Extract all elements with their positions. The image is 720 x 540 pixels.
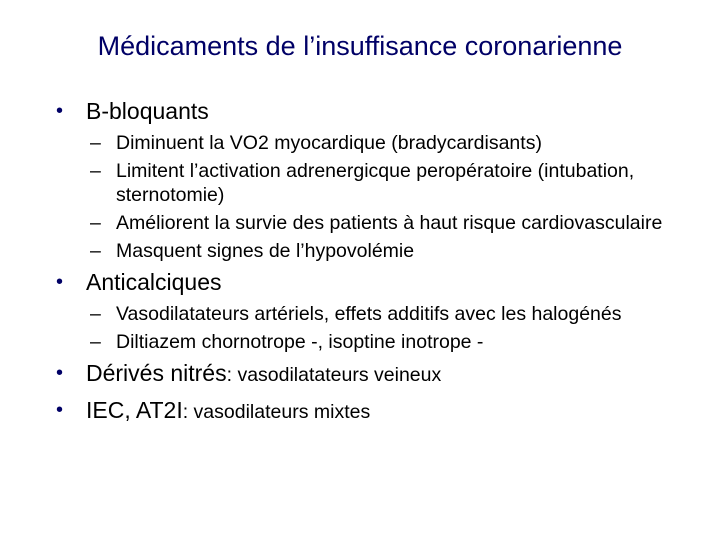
bullet-suffix: : vasodilatateurs veineux bbox=[226, 364, 442, 386]
bullet-item-derives-nitres bbox=[54, 358, 694, 390]
dash-icon: – bbox=[90, 331, 101, 353]
bullet-item-b-bloquants bbox=[54, 96, 694, 126]
bullet-suffix: : vasodilateurs mixtes bbox=[182, 401, 371, 423]
sub-item-text: Diminuent la VO2 myocardique (bradycardisants) bbox=[116, 132, 542, 154]
slide-body bbox=[54, 96, 694, 427]
dash-icon: – bbox=[90, 303, 101, 325]
dash-icon: – bbox=[90, 240, 101, 262]
sub-item-text: Améliorent la survie des patients à haut risque cardiovasculaire bbox=[116, 212, 663, 234]
sub-item bbox=[54, 330, 676, 354]
bullet-item-anticalciques bbox=[54, 267, 694, 297]
bullet-item-iec-at2i bbox=[54, 395, 694, 427]
sub-list-anticalciques bbox=[54, 302, 694, 354]
sub-item-text: Vasodilatateurs artériels, effets additifs avec les halogénés bbox=[116, 303, 622, 325]
sub-item-text: Diltiazem chornotrope -, isoptine inotrope - bbox=[116, 331, 484, 353]
sub-list-b-bloquants bbox=[54, 131, 694, 263]
bullet-icon: • bbox=[56, 362, 64, 384]
bullet-icon: • bbox=[56, 399, 64, 421]
sub-item-text: Masquent signes de l’hypovolémie bbox=[116, 240, 415, 262]
sub-item bbox=[54, 239, 676, 263]
sub-item bbox=[54, 131, 676, 155]
dash-icon: – bbox=[90, 212, 101, 234]
sub-item bbox=[54, 211, 676, 235]
sub-item-text: Limitent l’activation adrenergicque peropératoire (intubation, sternotomie) bbox=[116, 160, 635, 206]
bullet-label: IEC, AT2I bbox=[86, 397, 183, 423]
bullet-icon: • bbox=[56, 271, 64, 293]
dash-icon: – bbox=[90, 132, 101, 154]
bullet-label: B-bloquants bbox=[86, 98, 209, 124]
bullet-label: Dérivés nitrés bbox=[86, 360, 227, 386]
bullet-icon: • bbox=[56, 100, 64, 122]
dash-icon: – bbox=[90, 160, 101, 182]
slide-title: Médicaments de l’insuffisance coronarienne bbox=[97, 31, 623, 61]
sub-item bbox=[54, 159, 676, 207]
bullet-label: Anticalciques bbox=[86, 269, 222, 295]
sub-item bbox=[54, 302, 676, 326]
